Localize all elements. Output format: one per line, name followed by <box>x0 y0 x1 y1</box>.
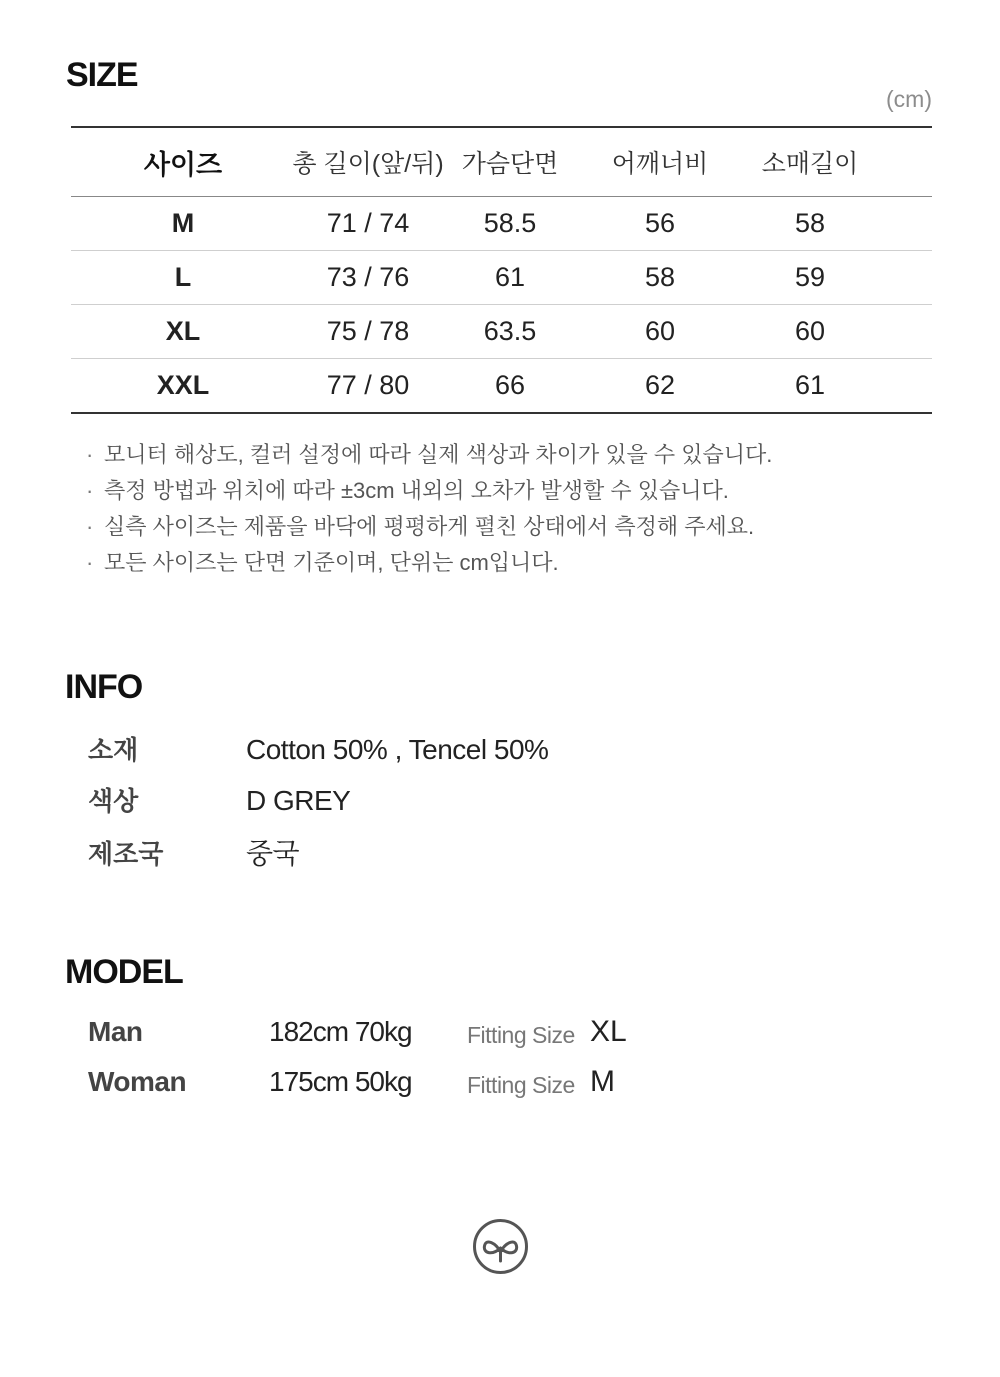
size-cell: L <box>174 262 192 292</box>
info-section-title: INFO <box>65 668 143 706</box>
list-item <box>84 548 772 584</box>
shoulder-cell: 58 <box>644 262 676 292</box>
bullet: · <box>86 550 94 575</box>
unit-label: (cm) <box>886 86 932 112</box>
total-length-cell: 77 / 80 <box>326 370 410 400</box>
table-row <box>71 251 932 305</box>
bullet: · <box>86 514 94 539</box>
sleeve-cell: 59 <box>794 262 826 292</box>
size-cell: XXL <box>156 370 210 400</box>
info-value: D GREY <box>246 785 351 816</box>
model-body-size: 182cm 70kg <box>269 1016 412 1047</box>
list-item <box>84 512 772 548</box>
model-gender: Man <box>88 1016 143 1047</box>
model-gender: Woman <box>88 1066 187 1097</box>
size-cell: XL <box>165 316 201 346</box>
list-item <box>84 440 772 476</box>
sleeve-cell: 61 <box>794 370 826 400</box>
note-text: 측정 방법과 위치에 따라 ±3cm 내외의 오차가 발생할 수 있습니다. <box>104 478 729 503</box>
info-label: 제조국 <box>88 839 164 869</box>
info-value: 중국 <box>246 838 300 869</box>
fitting-size-label: Fitting Size <box>467 1072 575 1098</box>
header-shoulder: 어깨너비 <box>611 150 709 178</box>
note-text: 실측 사이즈는 제품을 바닥에 평평하게 펼친 상태에서 측정해 주세요. <box>104 514 755 539</box>
chest-cell: 61 <box>494 262 526 292</box>
total-length-cell: 71 / 74 <box>326 208 410 238</box>
chest-cell: 63.5 <box>483 316 537 346</box>
info-row-color <box>88 781 350 818</box>
bullet: · <box>86 442 94 467</box>
size-table-header-row <box>71 128 932 197</box>
fitting-size-value: XL <box>590 1015 627 1048</box>
fitting-size-value: M <box>590 1065 615 1098</box>
header-chest: 가슴단면 <box>461 150 559 178</box>
size-cell: M <box>171 208 195 238</box>
size-table <box>71 126 932 414</box>
size-section-title: SIZE <box>66 56 138 94</box>
shoulder-cell: 56 <box>644 208 676 238</box>
header-size: 사이즈 <box>143 149 223 180</box>
sleeve-cell: 58 <box>794 208 826 238</box>
list-item <box>84 476 772 512</box>
info-value: Cotton 50% , Tencel 50% <box>246 734 549 765</box>
table-row <box>71 305 932 359</box>
chest-cell: 58.5 <box>483 208 537 238</box>
table-row <box>71 197 932 251</box>
chest-cell: 66 <box>494 370 526 400</box>
info-label: 색상 <box>88 786 139 816</box>
note-text: 모든 사이즈는 단면 기준이며, 단위는 cm입니다. <box>104 550 559 575</box>
fitting-size-label: Fitting Size <box>467 1022 575 1048</box>
size-notes <box>84 440 772 584</box>
header-sleeve: 소매길이 <box>761 150 859 178</box>
total-length-cell: 75 / 78 <box>326 316 410 346</box>
note-text: 모니터 해상도, 컬러 설정에 따라 실제 색상과 차이가 있을 수 있습니다. <box>104 442 773 467</box>
model-section-title: MODEL <box>65 953 183 991</box>
brand-logo-icon <box>472 1218 529 1275</box>
sleeve-cell: 60 <box>794 316 826 346</box>
model-body-size: 175cm 50kg <box>269 1066 412 1097</box>
table-row <box>71 359 932 412</box>
info-label: 소재 <box>88 735 139 765</box>
total-length-cell: 73 / 76 <box>326 262 410 292</box>
shoulder-cell: 62 <box>644 370 676 400</box>
info-row-material <box>88 730 548 767</box>
header-total-length: 총 길이(앞/뒤) <box>292 150 444 178</box>
shoulder-cell: 60 <box>644 316 676 346</box>
bullet: · <box>86 478 94 503</box>
info-row-origin <box>88 832 299 872</box>
